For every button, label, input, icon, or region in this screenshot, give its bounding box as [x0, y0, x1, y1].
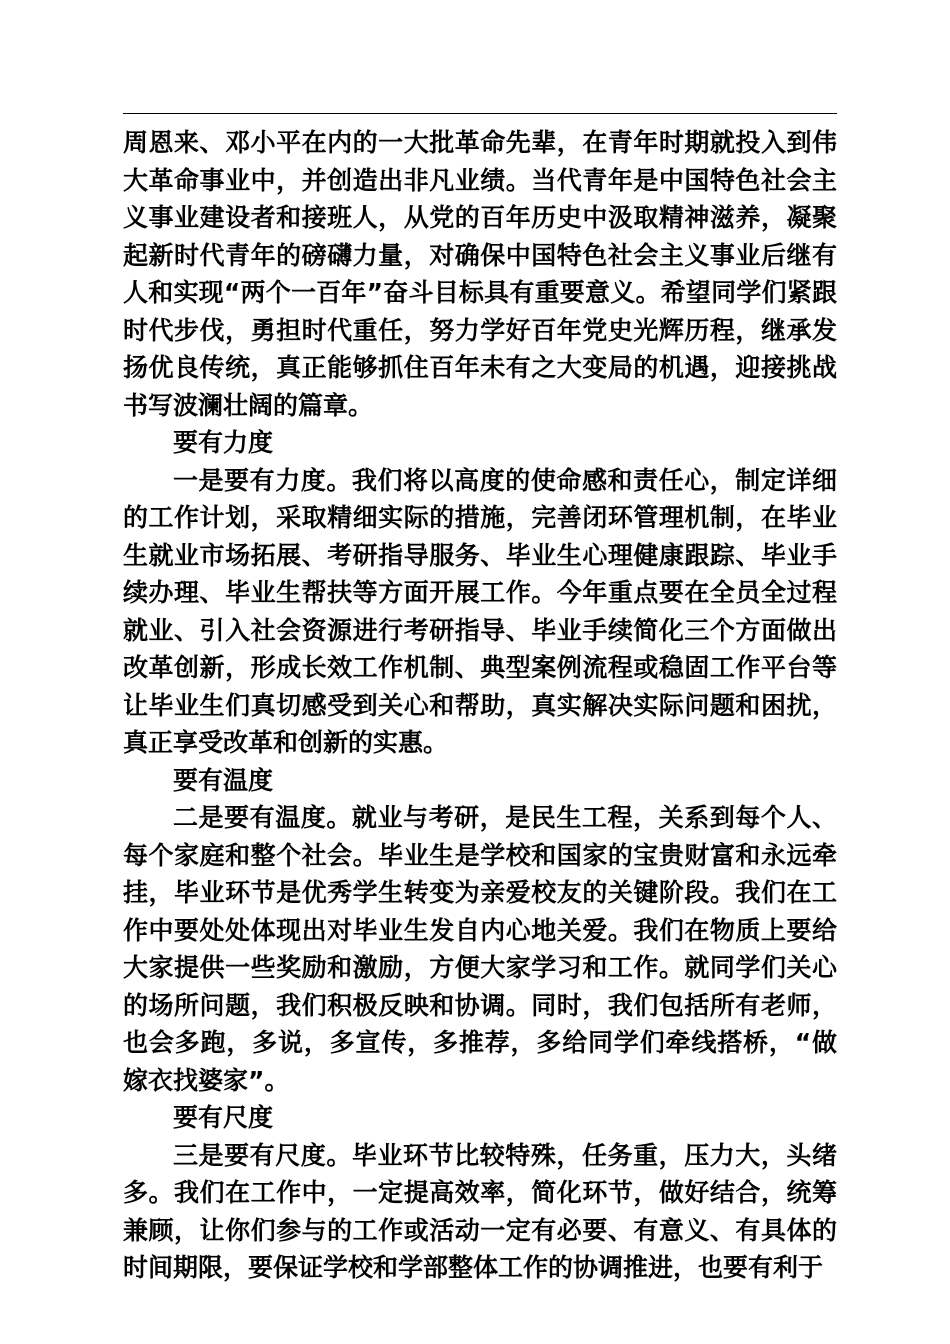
header-rule: [123, 113, 837, 114]
section-heading-strength: 要有力度: [173, 428, 274, 457]
section-body-measure: 三是要有尺度。毕业环节比较特殊，任务重，压力大，头绪多。我们在工作中，一定提高效率，简化环节，做好结合，统筹兼顾，让你们参与的工作或活动一定有必要、有意义、有具体的时间期限，要保证学校和学部整体工作的协调推进，也要有利于: [123, 1140, 837, 1282]
section-body-warmth: 二是要有温度。就业与考研，是民生工程，关系到每个人、每个家庭和整个社会。毕业生是学校和国家的宝贵财富和永远牵挂，毕业环节是优秀学生转变为亲爱校友的关键阶段。我们在工作中要处处体现出对毕业生发自内心地关爱。我们在物质上要给大家提供一些奖励和激励，方便大家学习和工作。就同学们关心的场所问题，我们积极反映和协调。同时，我们包括所有老师，也会多跑，多说，多宣传，多推荐，多给同学们牵线搭桥，“做嫁衣找婆家”。: [123, 803, 837, 1095]
section-heading-measure: 要有尺度: [173, 1103, 274, 1132]
section-heading-warmth: 要有温度: [173, 765, 274, 795]
section-body-strength: 一是要有力度。我们将以高度的使命感和责任心，制定详细的工作计划，采取精细实际的措施，完善闭环管理机制，在毕业生就业市场拓展、考研指导服务、毕业生心理健康跟踪、毕业手续办理、毕业生帮扶等方面开展工作。今年重点要在全员全过程就业、引入社会资源进行考研指导、毕业手续简化三个方面做出改革创新，形成长效工作机制、典型案例流程或稳固工作平台等让毕业生们真切感受到关心和帮助，真实解决实际问题和困扰，真正享受改革和创新的实惠。: [123, 465, 837, 757]
document-body: [123, 124, 837, 1287]
continuation-paragraph: 周恩来、邓小平在内的一大批革命先辈，在青年时期就投入到伟大革命事业中，并创造出非凡业绩。当代青年是中国特色社会主义事业建设者和接班人，从党的百年历史中汲取精神滋养，凝聚起新时代青年的磅礴力量，对确保中国特色社会主义事业后继有人和实现“两个一百年”奋斗目标具有重要意义。希望同学们紧跟时代步伐，勇担时代重任，努力学好百年党史光辉历程，继承发扬优良传统，真正能够抓住百年未有之大变局的机遇，迎接挑战书写波澜壮阔的篇章。: [123, 128, 837, 420]
